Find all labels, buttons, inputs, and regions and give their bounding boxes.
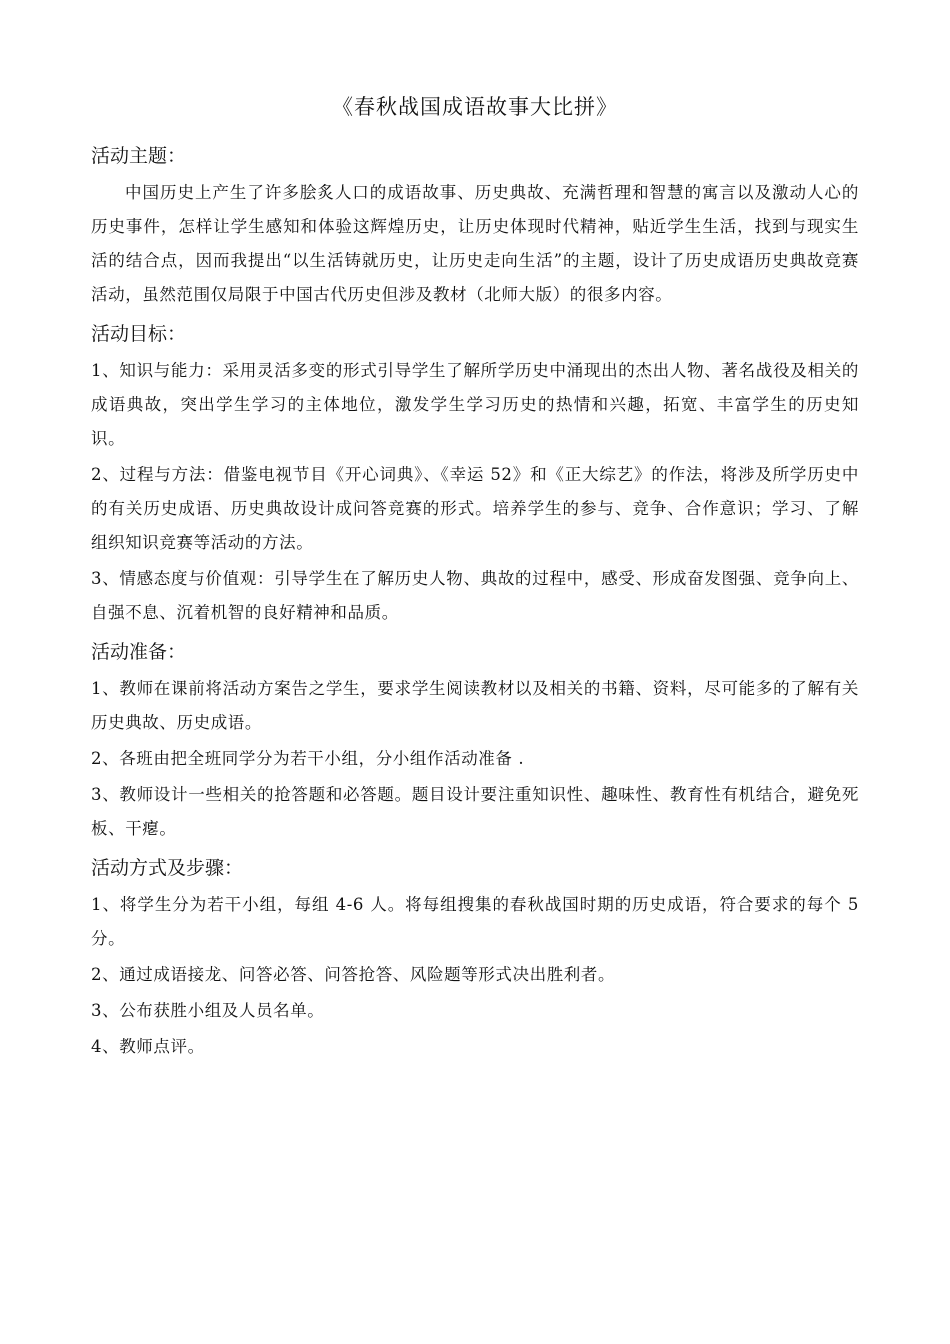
document-title: 《春秋战国成语故事大比拼》 (332, 95, 618, 119)
document-page (91, 92, 859, 1072)
list-item: 1、知识与能力：采用灵活多变的形式引导学生了解所学历史中涌现出的杰出人物、著名战役及相关的成语典故，突出学生学习的主体地位，激发学生学习历史的热情和兴趣，拓宽、丰富学生的历史知识。 (91, 361, 859, 448)
list-item: 3、公布获胜小组及人员名单。 (91, 1001, 325, 1020)
section-heading: 活动准备： (91, 641, 187, 663)
list-item: 1、将学生分为若干小组，每组 4-6 人。将每组搜集的春秋战国时期的历史成语，符合要求的每个 5 分。 (91, 895, 859, 948)
list-item: 2、通过成语接龙、问答必答、问答抢答、风险题等形式决出胜利者。 (91, 965, 616, 984)
list-item: 1、教师在课前将活动方案告之学生，要求学生阅读教材以及相关的书籍、资料，尽可能多的了解有关历史典故、历史成语。 (91, 679, 859, 732)
list-item: 4、教师点评。 (91, 1037, 205, 1056)
list-item: 3、情感态度与价值观：引导学生在了解历史人物、典故的过程中，感受、形成奋发图强、竞争向上、自强不息、沉着机智的良好精神和品质。 (91, 569, 859, 622)
section-heading: 活动目标： (91, 323, 187, 345)
section-goals (91, 320, 859, 630)
section-theme (91, 142, 859, 312)
section-heading: 活动方式及步骤： (91, 857, 244, 879)
section-steps (91, 854, 859, 1064)
section-preparation (91, 638, 859, 846)
list-item: 3、教师设计一些相关的抢答题和必答题。题目设计要注重知识性、趣味性、教育性有机结合，避免死板、干瘪。 (91, 785, 859, 838)
list-item: 2、各班由把全班同学分为若干小组，分小组作活动准备 . (91, 749, 525, 768)
theme-paragraph: 中国历史上产生了许多脍炙人口的成语故事、历史典故、充满哲理和智慧的寓言以及激动人心的历史事件，怎样让学生感知和体验这辉煌历史，让历史体现时代精神，贴近学生生活，找到与现实生活的结合点，因而我提出“以生活铸就历史，让历史走向生活”的主题，设计了历史成语历史典故竞赛活动，虽然范围仅局限于中国古代历史但涉及教材（北师大版）的很多内容。 (91, 183, 859, 304)
section-heading: 活动主题： (91, 145, 187, 167)
list-item: 2、过程与方法：借鉴电视节目《开心词典》、《幸运 52》和《正大综艺》的作法，将涉及所学历史中的有关历史成语、历史典故设计成问答竞赛的形式。培养学生的参与、竞争、合作意识；学习、了解组织知识竞赛等活动的方法。 (91, 465, 859, 552)
